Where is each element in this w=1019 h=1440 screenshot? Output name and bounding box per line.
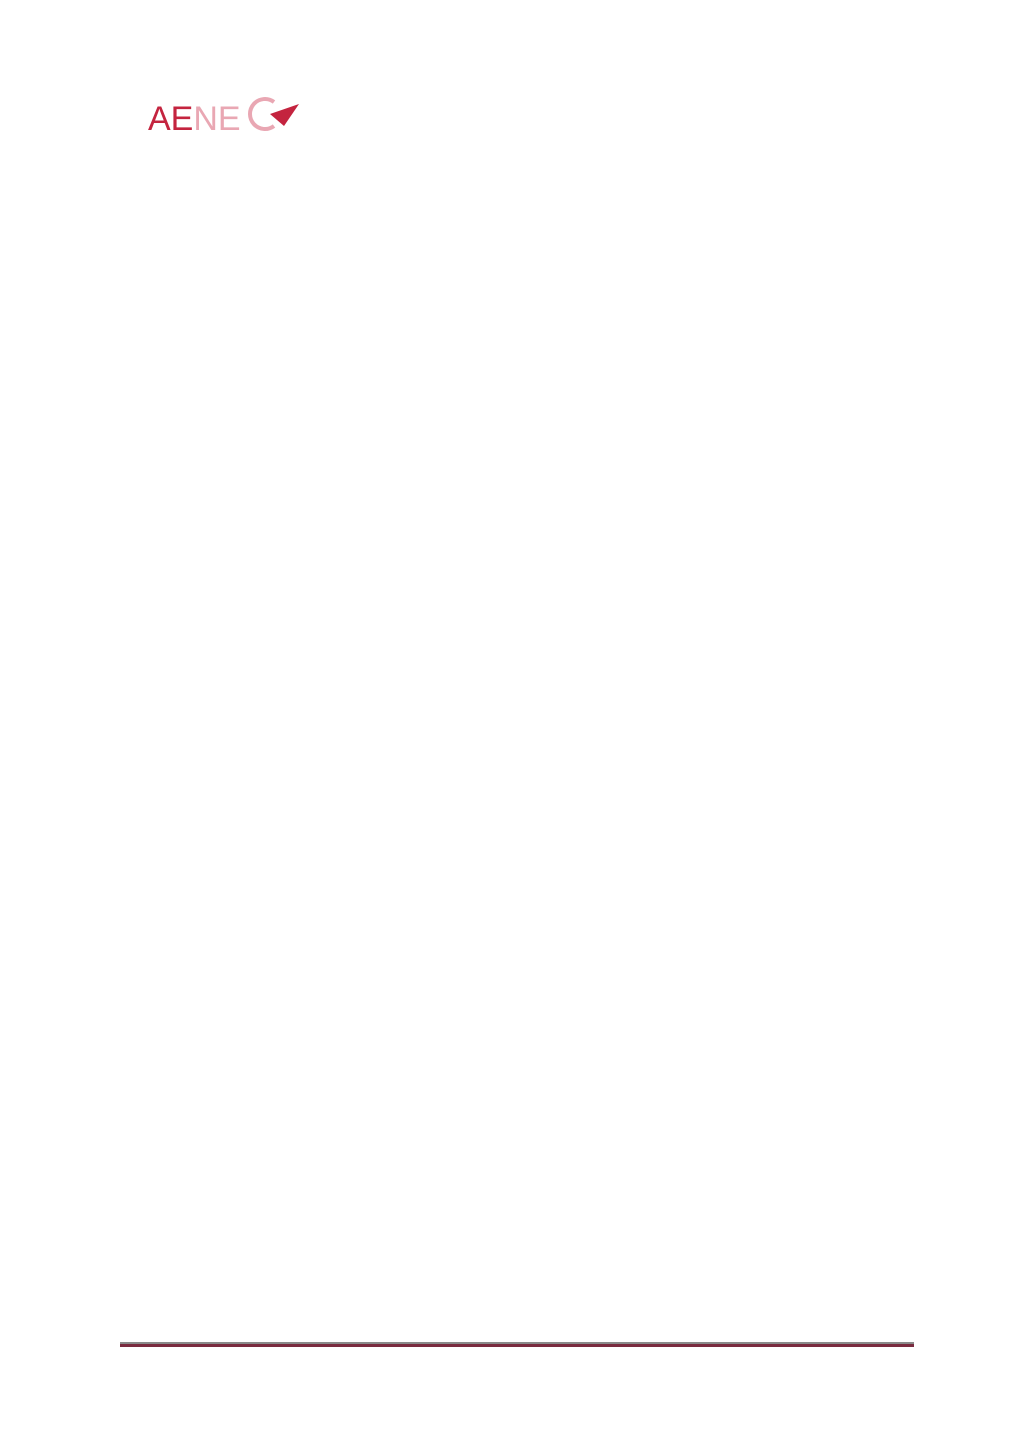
- footer-rule: [120, 1342, 914, 1348]
- svg-text:AENE: AENE: [148, 100, 241, 138]
- organization-logo: [146, 96, 306, 206]
- digital-signature-stamp: [374, 839, 614, 875]
- aenebeira-logo-icon: [146, 96, 306, 166]
